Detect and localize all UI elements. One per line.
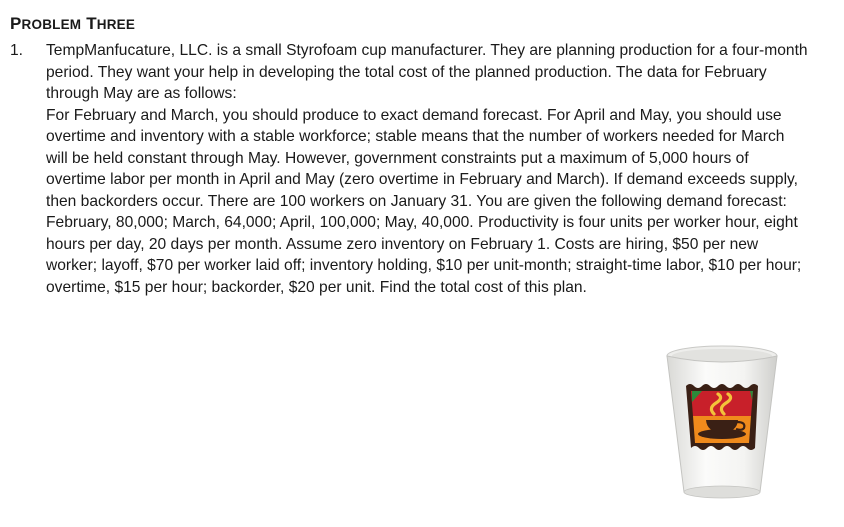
coffee-panel xyxy=(686,384,758,450)
styrofoam-cup-icon xyxy=(662,342,782,502)
problem-text xyxy=(46,40,810,298)
problem-number: 1. xyxy=(10,42,24,59)
heading-word-problem: PROBLEM xyxy=(10,14,82,33)
problem-intro: TempManfucature, LLC. is a small Styrofoam cup manufacturer. They are planning production for a four-month period. They want your help in developing the total cost of the planned production. The data for February through May are as follows: xyxy=(46,42,808,102)
problem-heading xyxy=(10,14,135,34)
cup-illustration xyxy=(662,342,782,502)
problem-body: For February and March, you should produce to exact demand forecast. For April and May, you should use overtime and inventory with a stable workforce; stable means that the number of workers needed for March will be held constant through May. However, government constraints put a maximum of 5,000 hours of overtime labor per month in April and May (zero overtime in February and March). If demand exceeds supply, then backorders occur. There are 100 workers on January 31. You are given the following demand forecast: February, 80,000; March, 64,000; April, 100,000; May, 40,000. Productivity is four units per worker hour, eight hours per day, 20 days per month. Assume zero inventory on February 1. Costs are hiring, $50 per new worker; layoff, $70 per worker laid off; inventory holding, $10 per unit-month; straight-time labor, $10 per hour; overtime, $15 per hour; backorder, $20 per unit. Find the total cost of this plan. xyxy=(46,106,802,296)
heading-word-three: THREE xyxy=(86,14,136,33)
problem-item xyxy=(10,40,810,298)
